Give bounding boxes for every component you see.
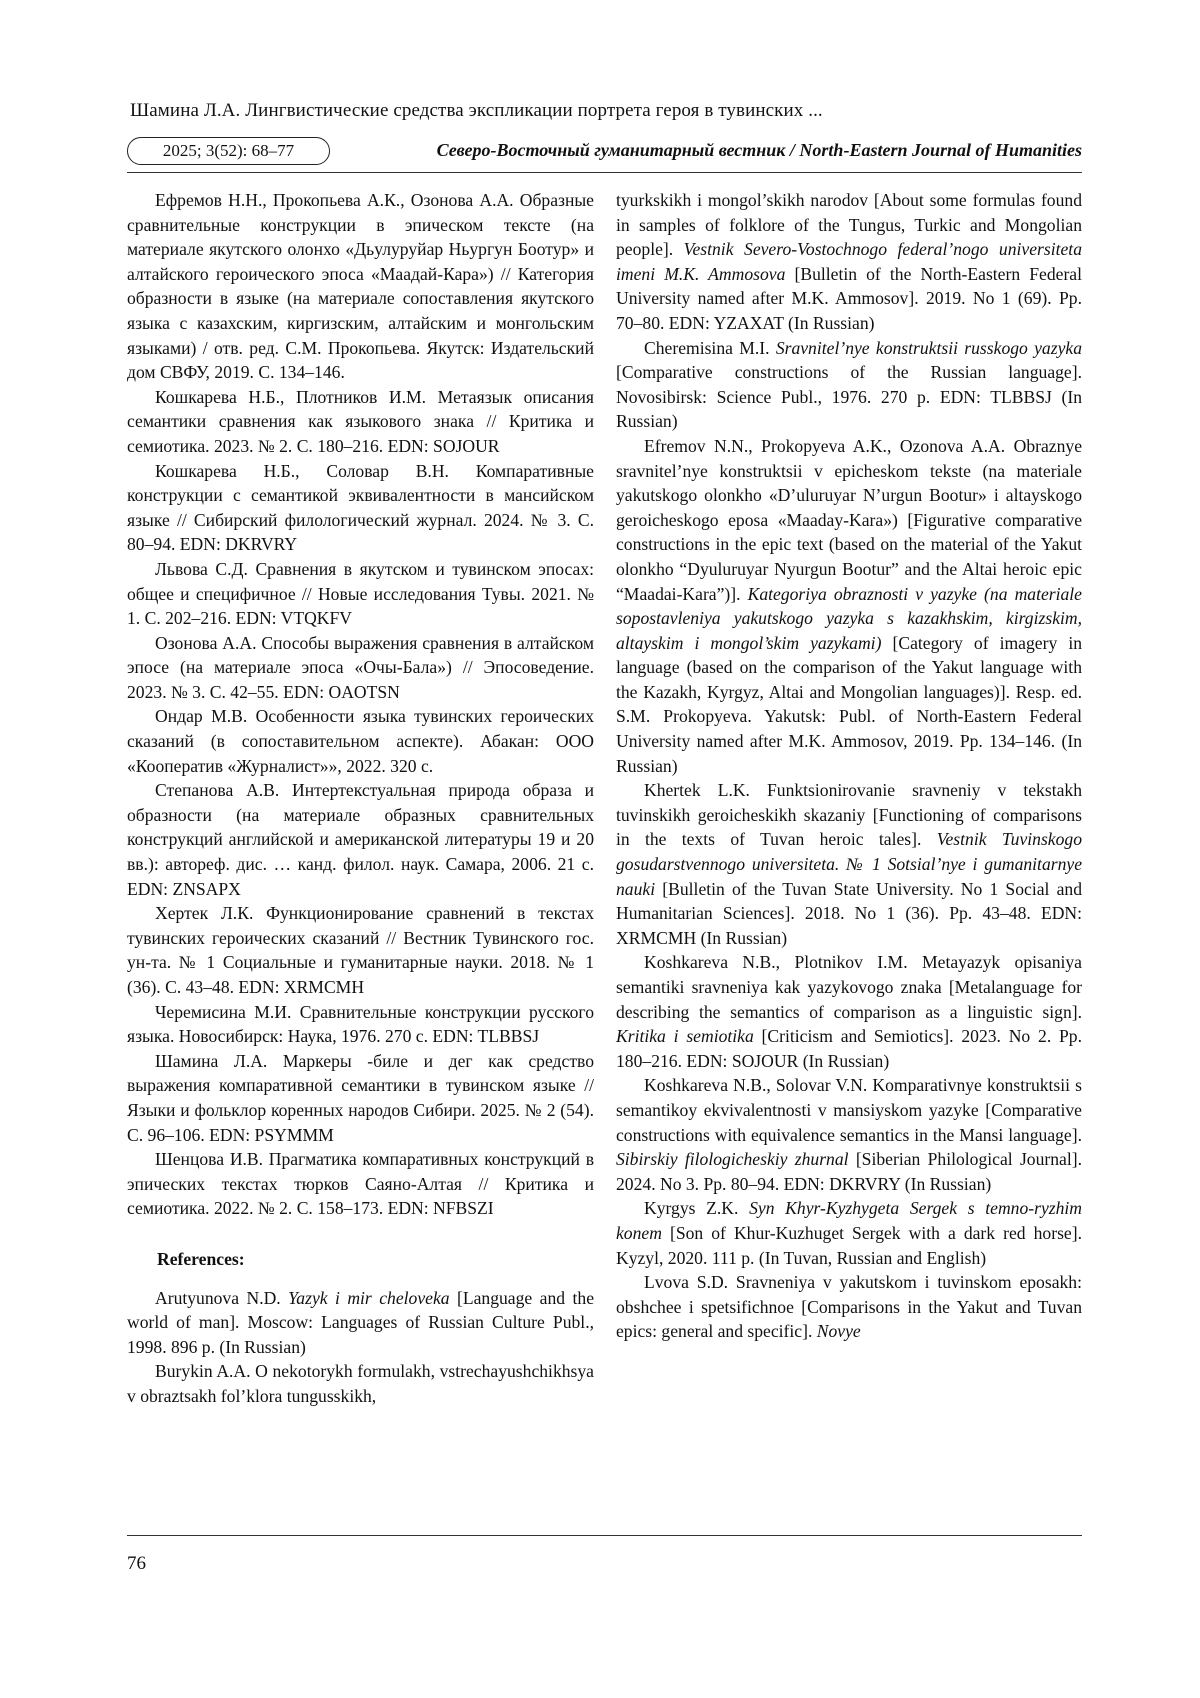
ref-title-italic: Vestnik Severo-Vostochnogo federal’nogo universiteta imeni M.K. Ammosova (616, 239, 1082, 284)
reference-item (616, 778, 1082, 950)
reference-item (616, 1270, 1082, 1344)
reference-item (616, 336, 1082, 434)
reference-item (127, 1286, 594, 1360)
reference-item-continued (616, 188, 1082, 336)
reference-item: Озонова А.А. Способы выражения сравнения в алтайском эпосе (на материале эпоса «Очы-Бала») // Эпосоведение. 2023. № 3. С. 42–55. EDN: OAOTSN (127, 632, 594, 702)
reference-item: Ондар М.В. Особенности языка тувинских героических сказаний (в сопоставительном аспекте). Абакан: ООО «Кооператив «Журналист»», 2022. 320 с. (127, 706, 594, 776)
journal-title: Северо-Восточный гуманитарный вестник / North-Eastern Journal of Humanities (436, 140, 1082, 160)
ref-title-italic: Yazyk i mir cheloveka (288, 1287, 450, 1308)
reference-item: Кошкарева Н.Б., Соловар В.Н. Компаративные конструкции с семантикой эквивалентности в мансийском языке // Сибирский филологический журнал. 2024. № 3. С. 80–94. EDN: DKRVRY (127, 460, 594, 555)
ref-title-italic: Kategoriya obraznosti v yazyke (na materiale sopostavleniya yakutskogo yazyka s kazakhskim, kirgizskim, altayskim i mongol’skim yazykami) (616, 583, 1082, 653)
ref-text: Arutyunova N.D. (155, 1287, 289, 1308)
reference-item: Львова С.Д. Сравнения в якутском и тувинском эпосах: общее и специфичное // Новые исследования Тувы. 2021. № 1. С. 202–216. EDN: VTQKFV (127, 558, 594, 629)
ref-text: [Comparative constructions of the Russian language]. Novosibirsk: Science Publ., 1976. 270 p. EDN: TLBBSJ (In Russian) (616, 362, 1082, 432)
ref-text: Cheremisina M.I. (644, 337, 776, 358)
ref-text: Efremov N.N., Prokopyeva A.K., Ozonova A.A. Obraznye sravnitel’nye konstruktsii v epicheskom tekste (na materiale yakutskogo olonkho «D’uluruyar N’urgun Bootur» i altayskogo geroicheskogo eposa «Maaday-Kara») [Figurative comparative constructions in the epic text (based on the material of the Yakut olonkho “Dyuluruyar Nyurgun Bootur” and the Altai heroic epic “Maadai-Kara”)]. (616, 435, 1082, 604)
ref-text: [Criticism and Semiotics]. 2023. No 2. Pp. 180–216. EDN: SOJOUR (In Russian) (616, 1026, 1082, 1071)
ref-title-italic: Syn Khyr-Kyzhygeta Sergek s temno-ryzhim konem (616, 1198, 1082, 1243)
ref-text: [Siberian Philological Journal]. 2024. No 3. Pp. 80–94. EDN: DKRVRY (In Russian) (616, 1149, 1082, 1194)
reference-item: Шенцова И.В. Прагматика компаративных конструкций в эпических текстах тюрков Саяно-Алтая // Критика и семиотика. 2022. № 2. С. 158–173. EDN: NFBSZI (127, 1149, 594, 1219)
ref-text: Koshkareva N.B., Plotnikov I.M. Metayazyk opisaniya semantiki sravneniya kak yazykovogo znaka [Metalanguage for describing the semantics of comparison as a linguistic sign]. (616, 952, 1082, 1022)
references-heading: References: (157, 1248, 245, 1269)
reference-item: Хертек Л.К. Функционирование сравнений в текстах тувинских героических сказаний // Вестник Тувинского гос. ун-та. № 1 Социальные и гуманитарные науки. 2018. № 1 (36). С. 43–48. EDN: XRMCMH (127, 903, 594, 997)
reference-item: Шамина Л.А. Маркеры -биле и дег как средство выражения компаративной семантики в тувинском языке // Языки и фольклор коренных народов Сибири. 2025. № 2 (54). С. 96–106. EDN: PSYMMM (127, 1050, 594, 1145)
right-column (616, 188, 1082, 1344)
page-number: 76 (127, 1553, 146, 1574)
reference-item (616, 434, 1082, 778)
reference-item (616, 1073, 1082, 1196)
ref-text: [Bulletin of the North-Eastern Federal University named after M.K. Ammosov]. 2019. No 1 (69). Pp. 70–80. EDN: YZAXAT (In Russian) (616, 263, 1082, 333)
running-title: Шамина Л.А. Лингвистические средства экспликации портрета героя в тувинских ... (130, 100, 823, 121)
issue-label: 2025; 3(52): 68–77 (127, 137, 330, 165)
ref-text: Khertek L.K. Funktsionirovanie sravneniy v tekstakh tuvinskikh geroicheskikh skazaniy [Functioning of comparisons in the texts of Tuvan heroic tales]. (616, 780, 1082, 850)
ref-text: [Son of Khur-Kuzhuget Sergek with a dark red horse]. Kyzyl, 2020. 111 p. (In Tuvan, Russian and English) (616, 1222, 1082, 1268)
ref-title-italic: Sibirskiy filologicheskiy zhurnal (616, 1149, 849, 1170)
ref-text: Lvova S.D. Sravneniya v yakutskom i tuvinskom eposakh: obshchee i spetsifichnoe [Comparisons in the Yakut and Tuvan epics: general and specific]. (616, 1272, 1082, 1342)
reference-item: Ефремов Н.Н., Прокопьева А.К., Озонова А.А. Образные сравнительные конструкции в эпическом тексте (на материале якутского олонхо «Дьулуруйар Ньургун Боотур» и алтайского героического эпоса «Маадай-Кара») // Категория образности в языке (на материале сопоставления якутского языка с казахским, киргизским, алтайским и монгольским языками) / отв. ред. С.М. Прокопьева. Якутск: Издательский дом СВФУ, 2019. С. 134–146. (127, 190, 594, 383)
ref-title-italic: Novye (816, 1321, 861, 1342)
reference-item: Кошкарева Н.Б., Плотников И.М. Метаязык описания семантики сравнения как языкового знака // Критика и семиотика. 2023. № 2. С. 180–216. EDN: SOJOUR (127, 386, 594, 456)
reference-item: Burykin A.A. O nekotorykh formulakh, vstrechayushchikhsya v obraztsakh fol’klora tungusskikh, (127, 1361, 594, 1406)
header-divider (127, 172, 1082, 173)
ref-text: [Language and the world of man]. Moscow: Languages of Russian Culture Publ., 1998. 896 p. (In Russian) (127, 1287, 595, 1357)
ref-title-italic: Kritika i semiotika (616, 1026, 754, 1047)
ref-text: Kyrgys Z.K. (644, 1198, 750, 1219)
ref-text: tyurkskikh i mongol’skikh narodov [About some formulas found in samples of folklore of the Tungus, Turkic and Mongolian people]. (616, 190, 1082, 260)
ref-text: [Category of imagery in language (based on the comparison of the Yakut language with the Kazakh, Kyrgyz, Altai and Mongolian languages)]. Resp. ed. S.M. Prokopyeva. Yakutsk: Publ. of North-Eastern Federal University named after M.K. Ammosov, 2019. Pp. 134–146. (In Russian) (616, 632, 1082, 776)
reference-item: Черемисина М.И. Сравнительные конструкции русского языка. Новосибирск: Наука, 1976. 270 с. EDN: TLBBSJ (127, 1001, 594, 1047)
journal-header (127, 135, 1082, 169)
ref-text: Koshkareva N.B., Solovar V.N. Komparativnye konstruktsii s semantikoy ekvivalentnosti v mansiyskom yazyke [Comparative constructions with equivalence semantics in the Mansi language]. (616, 1075, 1082, 1145)
ref-title-italic: Sravnitel’nye konstruktsii russkogo yazyka (775, 337, 1082, 358)
footer-divider (127, 1535, 1082, 1536)
reference-item: Степанова А.В. Интертекстуальная природа образа и образности (на материале образных сравнительных конструкций английской и американской литературы 19 и 20 вв.): автореф. дис. … канд. филол. наук. Самара, 2006. 21 с. EDN: ZNSAPX (127, 780, 594, 899)
reference-item (616, 1196, 1082, 1270)
ref-title-italic: Vestnik Tuvinskogo gosudarstvennogo universiteta. № 1 Sotsial’nye i gumanitarnye nauki (616, 829, 1082, 899)
reference-item (616, 950, 1082, 1073)
left-column (127, 188, 594, 1409)
ref-text: [Bulletin of the Tuvan State University. No 1 Social and Humanitarian Sciences]. 2018. No 1 (36). Pp. 43–48. EDN: XRMCMH (In Russian) (616, 878, 1082, 948)
